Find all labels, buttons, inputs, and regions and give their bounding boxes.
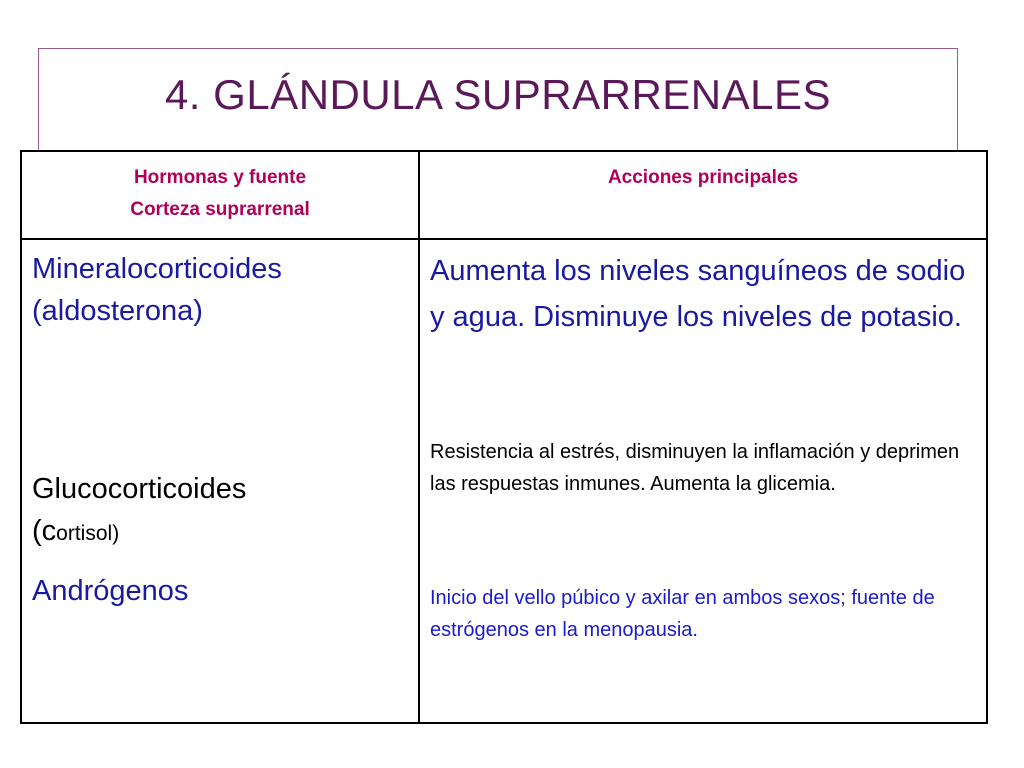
- table-header-row: [21, 151, 987, 239]
- hormone-glucocorticoides-detail: [32, 510, 246, 555]
- action-androgenos: Inicio del vello púbico y axilar en ambos sexos; fuente de estrógenos en la menopausia.: [430, 587, 935, 641]
- action-mineralocorticoides: Aumenta los niveles sanguíneos de sodio y agua. Disminuye los niveles de potasio.: [430, 255, 966, 333]
- table-body-row: [21, 239, 987, 723]
- action-glucocorticoides: Resistencia al estrés, disminuyen la inflamación y deprimen las respuestas inmunes. Aumenta la glicemia.: [430, 441, 960, 495]
- header-actions-label: Acciones principales: [607, 167, 799, 188]
- slide-title: 4. GLÁNDULA SUPRARRENALES: [164, 71, 832, 118]
- header-source-label: Corteza suprarrenal: [130, 199, 310, 220]
- hormone-mineralocorticoides: Mineralocorticoides (aldosterona): [32, 253, 282, 327]
- actions-cell: [419, 239, 987, 723]
- hormones-cell: [21, 239, 419, 723]
- header-cell-actions: [419, 151, 987, 239]
- header-cell-hormones: [21, 151, 419, 239]
- header-hormones-label: Hormonas y fuente: [133, 167, 307, 188]
- hormone-glucocorticoides-name: Glucocorticoides: [32, 473, 247, 505]
- hormone-glucocorticoides-small: ortisol): [56, 522, 120, 545]
- hormone-glucocorticoides-open: (c: [32, 515, 57, 547]
- title-box: [38, 48, 958, 152]
- hormone-table: [20, 150, 988, 724]
- hormone-glucocorticoides: [32, 468, 246, 555]
- hormone-androgenos: Andrógenos: [32, 575, 189, 607]
